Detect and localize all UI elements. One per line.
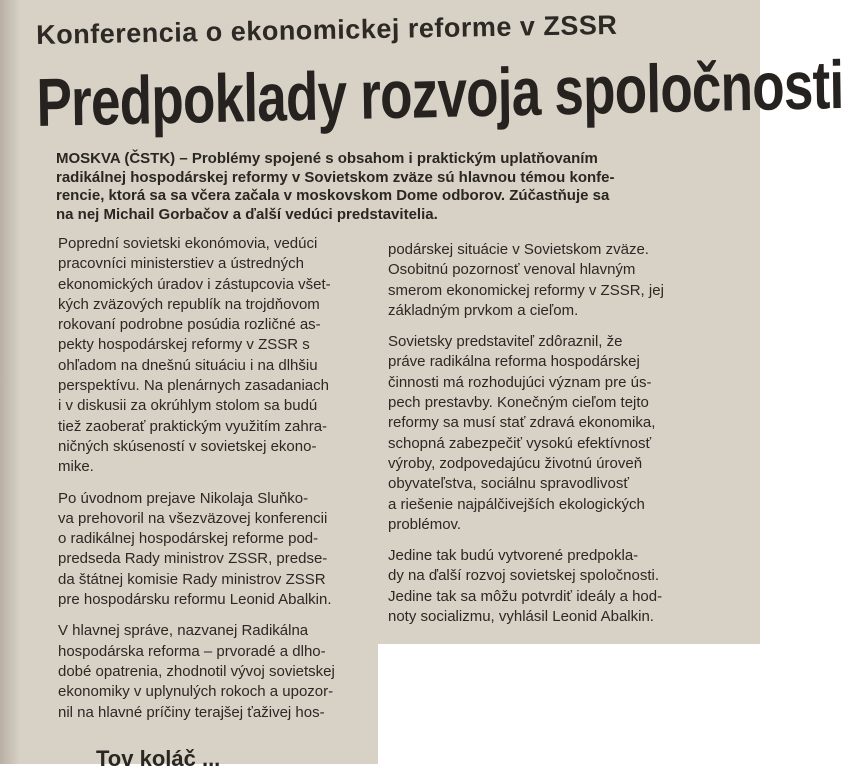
cut-off-heading bbox=[0, 746, 378, 771]
lead-line: na nej Michail Gorbačov a ďalší vedúci predstavitelia. bbox=[56, 205, 438, 223]
article-kicker: Konferencia o ekonomickej reforme v ZSSR bbox=[36, 9, 618, 50]
text-line: predseda Rady ministrov ZSSR, predse- bbox=[58, 550, 328, 568]
text-line: obyvateľstva, sociálnu spravodlivosť bbox=[388, 475, 629, 493]
text-line: hospodárska reforma – prvoradé a dlho- bbox=[58, 642, 326, 660]
text-line: tiež zaoberať praktickým využitím zahra- bbox=[58, 417, 328, 435]
text-line: va prehovoril na všezväzovej konferencii bbox=[58, 509, 328, 527]
paragraph-gap bbox=[388, 321, 758, 332]
text-line: výroby, zodpovedajúcu životnú úroveň bbox=[388, 454, 643, 472]
text-line: perspektívu. Na plenárnych zasadaniach bbox=[58, 377, 329, 395]
left-column bbox=[58, 234, 378, 723]
text-line: ničných skúseností v sovietskej ekono- bbox=[58, 437, 317, 455]
page-fold-shadow bbox=[0, 0, 20, 764]
text-line: Sovietsky predstaviteľ zdôraznil, že bbox=[388, 333, 623, 351]
lead-line: rencie, ktorá sa sa včera začala v moskovskom Dome odborov. Zúčastňuje sa bbox=[56, 187, 610, 204]
blank-cutout-area bbox=[378, 644, 760, 764]
text-line: schopná zabezpečiť vysokú efektívnosť bbox=[388, 434, 652, 452]
text-line: dy na ďalší rozvoj sovietskej spoločnosti. bbox=[388, 567, 660, 585]
text-line: Poprední sovietski ekonómovia, vedúci bbox=[58, 235, 318, 252]
text-line: nil na hlavné príčiny terajšej ťaživej hos- bbox=[58, 703, 325, 721]
text-line: ohľadom na dnešnú situáciu i na dlhšiu bbox=[58, 356, 318, 374]
text-line: mike. bbox=[58, 458, 94, 476]
text-line: činnosti má rozhodujúci význam pre ús- bbox=[388, 373, 652, 391]
text-line: kých zväzových republík na trojdňovom bbox=[58, 295, 320, 313]
cut-off-text: Tov koláč ... bbox=[96, 746, 221, 771]
text-line: Jedine tak sa môžu potvrdiť ideály a hod- bbox=[388, 587, 663, 605]
paragraph-gap bbox=[58, 610, 378, 621]
right-column bbox=[388, 240, 758, 627]
text-line: V hlavnej správe, nazvanej Radikálna bbox=[58, 622, 309, 640]
text-line: práve radikálna reforma hospodárskej bbox=[388, 353, 640, 371]
lead-line: MOSKVA (ČSTK) – Problémy spojené s obsahom i praktickým uplatňovaním bbox=[56, 150, 598, 167]
text-line: pekty hospodárskej reformy v ZSSR s bbox=[58, 336, 310, 354]
text-line: dobé opatrenia, zhodnotil vývoj sovietskej bbox=[58, 662, 335, 680]
paragraph-gap bbox=[388, 535, 758, 546]
text-line: podárskej situácie v Sovietskom zväze. bbox=[388, 241, 649, 258]
text-line: rokovaní podrobne posúdia rozličné as- bbox=[58, 316, 321, 334]
article-lead bbox=[56, 150, 756, 224]
text-line: Osobitnú pozornosť venoval hlavným bbox=[388, 261, 636, 279]
paragraph-gap bbox=[58, 478, 378, 489]
text-line: smerom ekonomickej reformy v ZSSR, jej bbox=[388, 281, 664, 299]
text-line: i v diskusii za okrúhlym stolom sa budú bbox=[58, 397, 318, 415]
text-line: a riešenie najpálčivejších ekologických bbox=[388, 495, 645, 513]
text-line: pre hospodársku reformu Leonid Abalkin. bbox=[58, 591, 332, 609]
text-line: základným prvkom a cieľom. bbox=[388, 301, 579, 319]
text-line: reformy sa musí stať zdravá ekonomika, bbox=[388, 414, 656, 432]
text-line: da štátnej komisie Rady ministrov ZSSR bbox=[58, 570, 326, 588]
text-line: problémov. bbox=[388, 515, 462, 533]
text-line: noty socializmu, vyhlásil Leonid Abalkin. bbox=[388, 608, 654, 626]
text-line: pech prestavby. Konečným cieľom tejto bbox=[388, 394, 649, 412]
article-headline: Predpoklady rozvoja spoločnosti bbox=[36, 46, 844, 141]
text-line: pracovníci ministerstiev a ústredných bbox=[58, 255, 304, 273]
text-line: Jedine tak budú vytvorené predpokla- bbox=[388, 547, 639, 565]
text-line: o radikálnej hospodárskej reforme pod- bbox=[58, 530, 319, 548]
lead-line: radikálnej hospodárskej reformy v Sovietskom zväze sú hlavnou témou konfe- bbox=[56, 168, 615, 186]
text-line: ekonomických úradov i zástupcovia všet- bbox=[58, 275, 331, 293]
text-line: Po úvodnom prejave Nikolaja Sluňko- bbox=[58, 489, 309, 507]
text-line: ekonomiky v uplynulých rokoch a upozor- bbox=[58, 683, 334, 701]
